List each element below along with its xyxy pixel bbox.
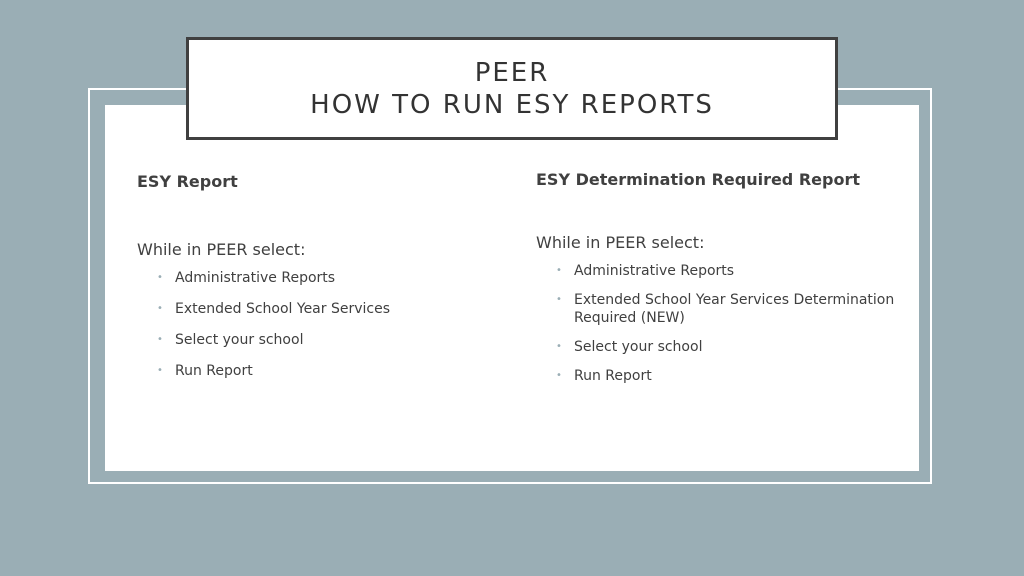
list-item <box>556 367 906 385</box>
bullet-icon: • <box>157 334 163 345</box>
list-item-text: Extended School Year Services <box>175 301 390 317</box>
list-item-text: Administrative Reports <box>574 263 735 279</box>
right-column <box>536 168 906 396</box>
bullet-icon: • <box>157 303 163 314</box>
bullet-icon: • <box>157 272 163 283</box>
list-item <box>157 362 497 380</box>
list-item-text: Run Report <box>175 363 253 379</box>
left-column-intro: While in PEER select: <box>137 240 306 259</box>
bullet-icon: • <box>157 365 163 376</box>
slide-title-box <box>186 37 838 140</box>
list-item <box>556 262 906 280</box>
list-item <box>157 300 497 318</box>
list-item-text: Select your school <box>574 339 703 355</box>
slide-title-line-2: HOW TO RUN ESY REPORTS <box>310 89 714 120</box>
bullet-icon: • <box>556 341 562 352</box>
left-steps-list <box>137 269 497 380</box>
list-item <box>556 338 906 356</box>
list-item-text: Administrative Reports <box>175 270 336 286</box>
right-steps-list <box>536 262 906 385</box>
right-column-intro: While in PEER select: <box>536 233 705 252</box>
bullet-icon: • <box>556 294 562 305</box>
left-column <box>137 170 497 393</box>
right-column-heading: ESY Determination Required Report <box>536 170 860 189</box>
list-item <box>157 331 497 349</box>
bullet-icon: • <box>556 370 562 381</box>
list-item <box>157 269 497 287</box>
slide-title-line-1: PEER <box>474 57 550 88</box>
left-column-heading: ESY Report <box>137 172 238 191</box>
list-item-text: Run Report <box>574 368 652 384</box>
list-item-text: Extended School Year Services Determination Required (NEW) <box>574 292 895 326</box>
bullet-icon: • <box>556 265 562 276</box>
list-item-text: Select your school <box>175 332 304 348</box>
list-item <box>556 291 906 327</box>
